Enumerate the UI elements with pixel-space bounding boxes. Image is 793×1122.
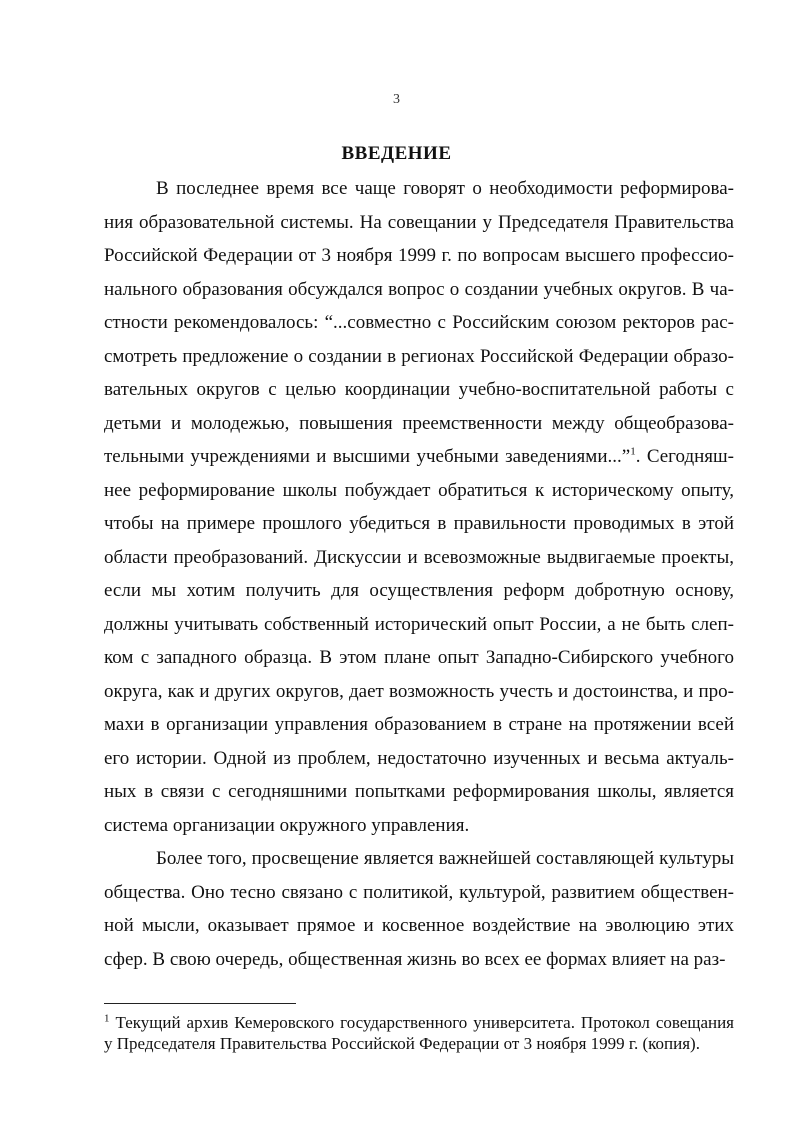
footnote	[104, 1012, 734, 1054]
footnote-reference: 1	[630, 445, 636, 458]
paragraph-1-part-a: В последнее время все чаще говорят о необходимости реформирования образовательной системы. На совещании у Председателя Правительства Российской Федерации от 3 ноября 1999 г. по вопросам высшего профессионального образования обсуждался вопрос о создании учебных округов. В частности рекомендовалось: “...совместно с Российским союзом ректоров рассмотреть предложение о создании в регионах Российской Федерации образовательных округов с целью координации учебно-воспитательной работы с детьми и молодежью, повышения преемственности между общеобразовательными учреждениями и высшими учебными заведениями...”	[104, 178, 734, 467]
footnote-marker: 1	[104, 1012, 110, 1025]
page-number: 3	[393, 92, 400, 107]
main-text	[104, 172, 734, 976]
footnote-text: Текущий архив Кемеровского государственного университета. Протокол совещания у Председателя Правительства Российской Федерации от 3 ноября 1999 г. (копия).	[104, 1013, 734, 1053]
footnote-divider	[104, 1003, 296, 1004]
page-title: ВВЕДЕНИЕ	[341, 143, 452, 164]
paragraph-2: Более того, просвещение является важнейшей составляющей культуры общества. Оно тесно связано с политикой, культурой, развитием общественной мысли, оказывает прямое и косвенное воздействие на эволюцию этих сфер. В свою очередь, общественная жизнь во всех ее формах влияет на раз-	[104, 848, 734, 970]
paragraph-1	[104, 172, 734, 842]
paragraph-1-part-b: . Сегодняшнее реформирование школы побуждает обратиться к историческому опыту, чтобы на примере прошлого убедиться в правильности проводимых в этой области преобразований. Дискуссии и всевозможные выдвигаемые проекты, если мы хотим получить для осуществления реформ добротную основу, должны учитывать собственный исторический опыт России, а не быть слепком с западного образца. В этом плане опыт Западно-Сибирского учебного округа, как и других округов, дает возможность учесть и достоинства, и промахи в организации управления образованием в стране на протяжении всей его истории. Одной из проблем, недостаточно изученных и весьма актуальных в связи с сегодняшними попытками реформирования школы, является система организации окружного управления.	[104, 446, 734, 836]
